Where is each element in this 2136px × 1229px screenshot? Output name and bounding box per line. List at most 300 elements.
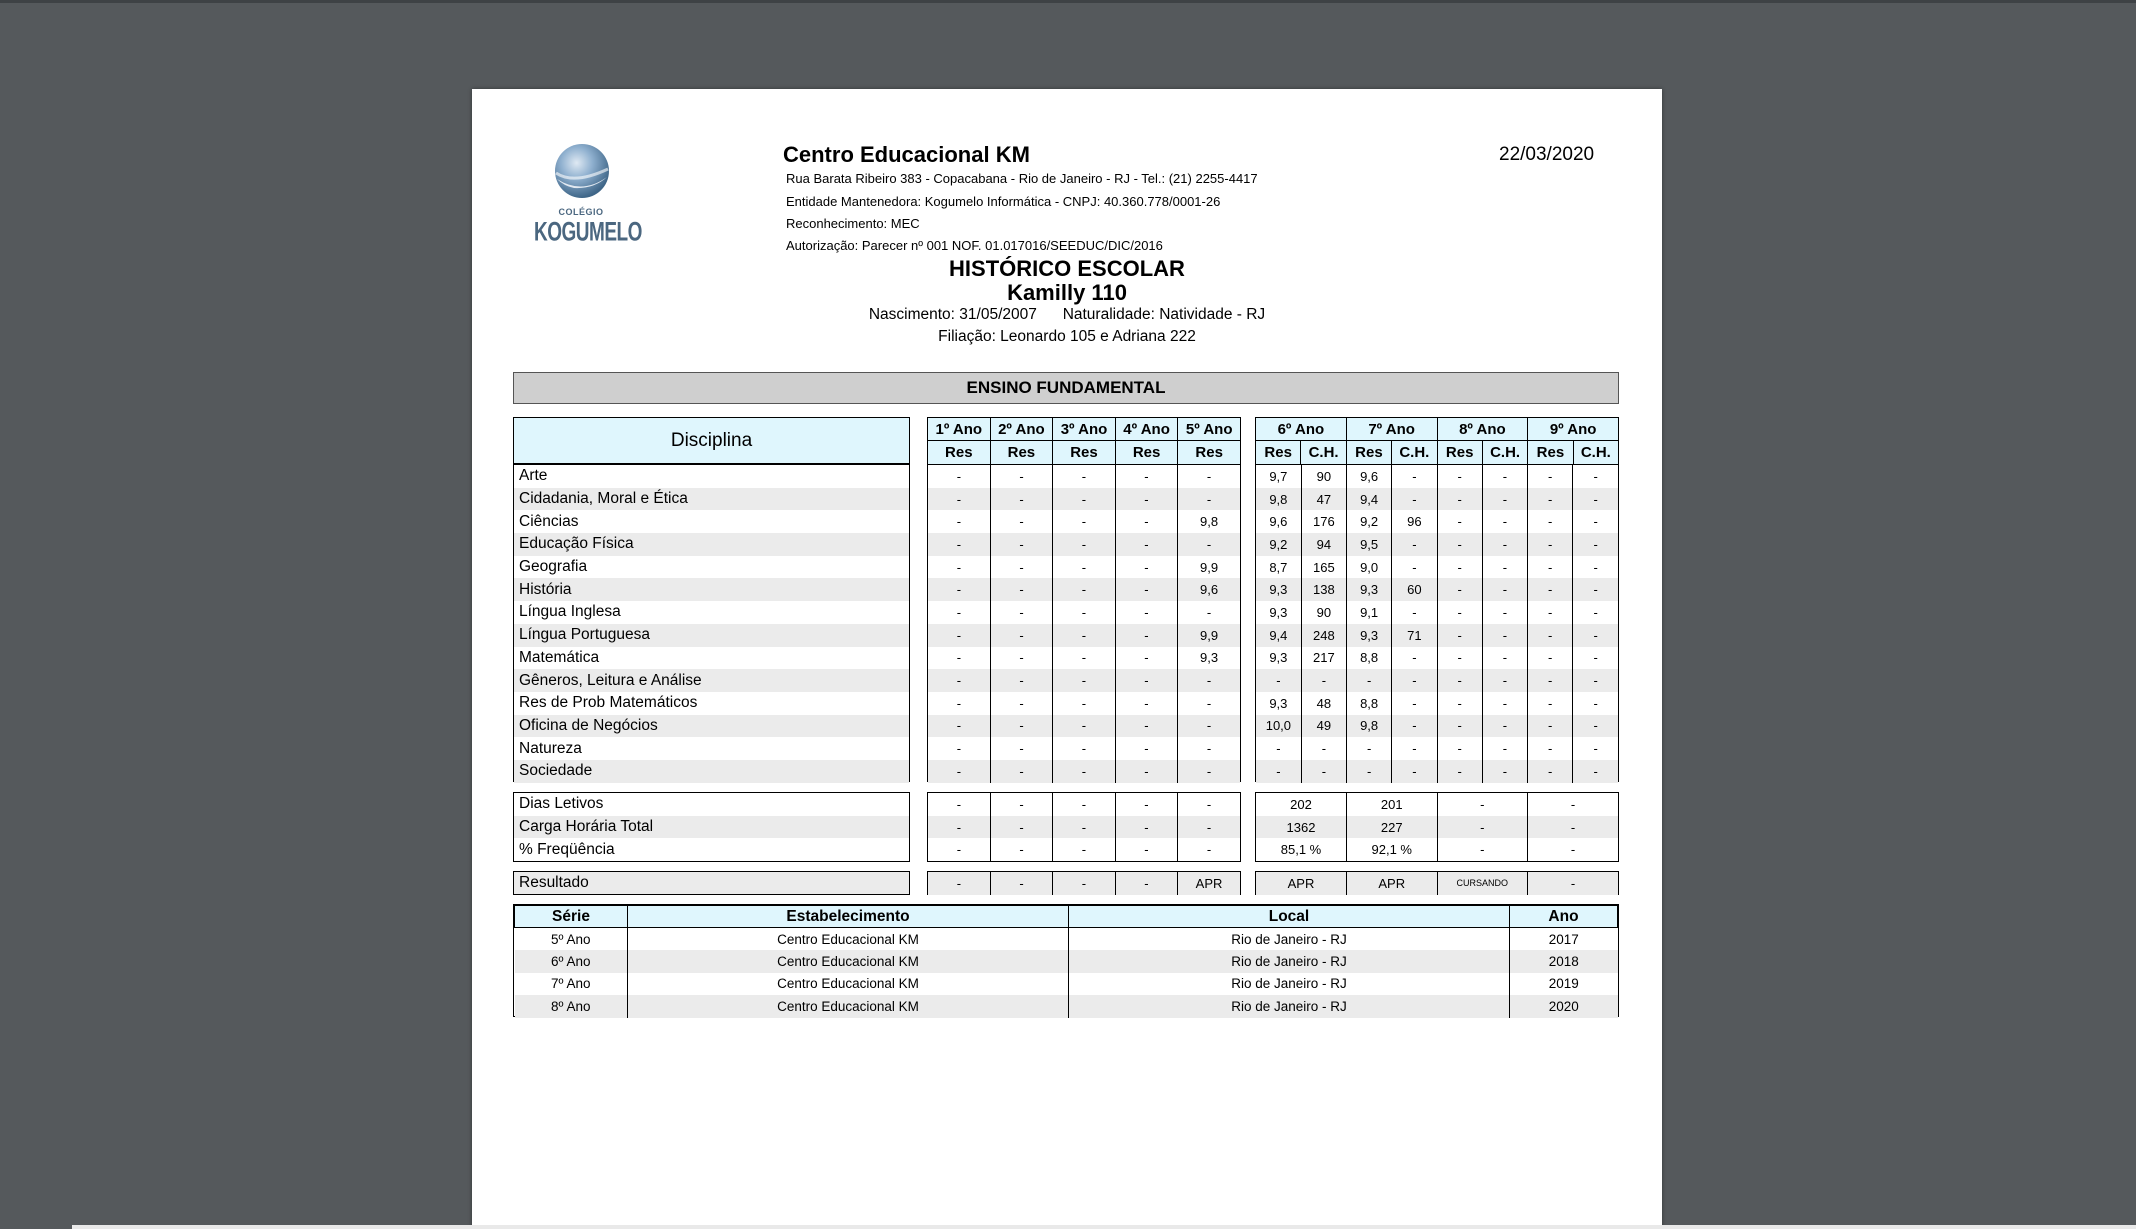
filiation-info: Filiação: Leonardo 105 e Adriana 222 [938, 328, 1196, 345]
hours-cell: - [1301, 760, 1346, 783]
hours-cell: - [1482, 465, 1527, 488]
summary-cell: - [1053, 816, 1115, 839]
years-1-5-header [927, 417, 1241, 465]
document-title: HISTÓRICO ESCOLAR [949, 256, 1185, 281]
hours-cell: - [1301, 669, 1346, 692]
summary-cell: - [1437, 793, 1528, 816]
grade-cell: - [1437, 488, 1482, 511]
grade-cell: - [990, 692, 1052, 715]
subject-name: Geografia [519, 558, 588, 576]
grade-cell: - [990, 647, 1052, 670]
history-cell: 2018 [1510, 950, 1618, 973]
hours-cell: 48 [1301, 692, 1346, 715]
summary-row-6-9 [1256, 816, 1618, 839]
grade-cell: - [990, 624, 1052, 647]
subject-name: Res de Prob Matemáticos [519, 694, 698, 712]
history-header: Série [515, 906, 628, 928]
summary-cell: - [956, 819, 962, 835]
grade-cell: - [990, 510, 1052, 533]
grade-cell: - [1115, 578, 1177, 601]
grade-cell: - [956, 627, 962, 643]
maintaining-entity: Entidade Mantenedora: Kogumelo Informática - CNPJ: 40.360.778/0001-26 [786, 194, 1221, 209]
hours-cell: 90 [1301, 465, 1346, 488]
grade-cell: - [1115, 647, 1177, 670]
school-history-table [514, 905, 1618, 1018]
subject-name: Ciências [519, 512, 579, 530]
subject-name: Sociedade [519, 762, 593, 780]
grade-cell: - [956, 763, 962, 779]
grades-1-5-box [927, 464, 1241, 782]
grade-cell: - [1528, 647, 1573, 670]
grade-cell: - [1178, 737, 1240, 760]
ch-header: C.H. [1392, 441, 1437, 465]
subject-grades-6-9 [1256, 488, 1618, 511]
grade-cell: - [956, 650, 962, 666]
subject-grades-6-9 [1256, 624, 1618, 647]
grade-cell: - [1528, 533, 1573, 556]
grade-cell: - [1115, 760, 1177, 783]
grades-6-9-box [1255, 464, 1619, 782]
grade-cell: 9,3 [1269, 604, 1288, 620]
summary-cell: - [1178, 816, 1240, 839]
summary-row-1-5 [928, 793, 1240, 816]
school-logo [534, 143, 642, 253]
grade-cell: 9,5 [1347, 533, 1392, 556]
hours-cell: 60 [1392, 578, 1437, 601]
hours-cell: - [1482, 488, 1527, 511]
result-cell: APR [1347, 872, 1438, 895]
history-cell: 2017 [1510, 928, 1618, 951]
disciplines-box [513, 464, 910, 782]
hours-cell: - [1482, 647, 1527, 670]
grade-cell: 9,3 [1347, 578, 1392, 601]
hours-cell: 71 [1392, 624, 1437, 647]
hours-cell: 47 [1301, 488, 1346, 511]
summary-row-6-9 [1256, 793, 1618, 816]
grade-cell: - [1437, 647, 1482, 670]
history-row [515, 950, 1618, 973]
hours-cell: - [1573, 556, 1618, 579]
grade-cell: - [1528, 510, 1573, 533]
result-1-5-box [927, 871, 1241, 895]
grade-cell: 9,7 [1269, 468, 1288, 484]
summary-cell: - [1528, 793, 1619, 816]
grade-cell: - [1528, 465, 1573, 488]
grade-cell: - [956, 604, 962, 620]
subject-grades-6-9 [1256, 578, 1618, 601]
year-header-6: 6º Ano [1256, 418, 1347, 441]
hours-cell: - [1482, 669, 1527, 692]
grade-cell: 8,7 [1269, 559, 1288, 575]
grade-cell: - [1178, 692, 1240, 715]
subject-name: Natureza [519, 739, 582, 757]
years-6-9-header [1255, 417, 1619, 465]
grade-cell: - [1115, 556, 1177, 579]
subject-grades-1-5 [928, 533, 1240, 556]
history-cell: 6º Ano [551, 953, 591, 969]
subject-grades-1-5 [928, 647, 1240, 670]
grade-cell: - [1437, 601, 1482, 624]
grade-cell: - [990, 533, 1052, 556]
grade-cell: 9,1 [1347, 601, 1392, 624]
summary-cell: - [1115, 816, 1177, 839]
viewer-bottom-strip [72, 1225, 2136, 1229]
grade-cell: - [1053, 715, 1115, 738]
grade-cell: - [1115, 624, 1177, 647]
grade-cell: 9,6 [1269, 514, 1288, 530]
grade-cell: - [1053, 760, 1115, 783]
subject-name: Cidadania, Moral e Ética [519, 490, 688, 508]
result-label: Resultado [513, 871, 910, 895]
grade-cell: - [1053, 556, 1115, 579]
history-cell: Centro Educacional KM [628, 928, 1069, 951]
subject-row [514, 556, 909, 579]
grade-cell: 10,0 [1265, 718, 1292, 734]
history-header: Local [1069, 906, 1510, 928]
hours-cell: - [1392, 715, 1437, 738]
summary-cell: - [1053, 838, 1115, 861]
grade-cell: - [1178, 488, 1240, 511]
grade-cell: - [990, 465, 1052, 488]
grade-cell: - [1528, 760, 1573, 783]
history-cell: 7º Ano [551, 976, 591, 992]
year-header-2: 2º Ano [990, 418, 1053, 441]
summary-labels-box [513, 792, 910, 862]
subject-grades-6-9 [1256, 715, 1618, 738]
grade-cell: - [990, 760, 1052, 783]
grade-cell: - [1528, 737, 1573, 760]
authorization: Autorização: Parecer nº 001 NOF. 01.017016/SEEDUC/DIC/2016 [786, 238, 1163, 253]
logo-bottom-text: KOGUMELO [534, 218, 642, 248]
grade-cell: - [1276, 741, 1281, 757]
grade-cell: - [1053, 692, 1115, 715]
grade-cell: - [1528, 601, 1573, 624]
subject-grades-6-9 [1256, 737, 1618, 760]
subject-row [514, 669, 909, 692]
grade-cell: - [1437, 760, 1482, 783]
hours-cell: - [1482, 510, 1527, 533]
result-row-6-9 [1256, 872, 1618, 895]
subject-grades-6-9 [1256, 692, 1618, 715]
grade-cell: - [1437, 715, 1482, 738]
hours-cell: - [1392, 669, 1437, 692]
hours-cell: - [1573, 669, 1618, 692]
res-header: Res [1256, 441, 1301, 465]
hours-cell: - [1482, 556, 1527, 579]
hours-cell: - [1392, 647, 1437, 670]
subject-name: Arte [519, 467, 548, 485]
grade-cell: - [956, 514, 962, 530]
summary-cell: - [956, 842, 962, 858]
hours-cell: - [1482, 578, 1527, 601]
grade-cell: - [1437, 692, 1482, 715]
res-header: Res [1115, 441, 1178, 465]
grade-cell: - [1528, 692, 1573, 715]
res-header: Res [1053, 441, 1116, 465]
grade-cell: - [1347, 760, 1392, 783]
hours-cell: 248 [1301, 624, 1346, 647]
history-cell: Centro Educacional KM [628, 950, 1069, 973]
document-date: 22/03/2020 [1499, 144, 1595, 165]
subject-grades-1-5 [928, 556, 1240, 579]
grade-cell: - [1528, 488, 1573, 511]
hours-cell: - [1573, 647, 1618, 670]
grade-cell: 9,4 [1269, 627, 1288, 643]
grade-cell: - [990, 669, 1052, 692]
subject-grades-1-5 [928, 488, 1240, 511]
hours-cell: - [1392, 556, 1437, 579]
summary-cell: 92,1 % [1347, 838, 1438, 861]
subject-grades-6-9 [1256, 669, 1618, 692]
subject-grades-6-9 [1256, 760, 1618, 783]
grade-cell: - [1053, 737, 1115, 760]
subject-row [514, 624, 909, 647]
grade-cell: 9,2 [1347, 510, 1392, 533]
res-header: Res [1178, 441, 1241, 465]
grade-cell: - [1437, 556, 1482, 579]
grade-cell: - [1437, 533, 1482, 556]
grade-cell: - [1115, 510, 1177, 533]
grade-cell: - [1115, 533, 1177, 556]
summary-cell: 202 [1290, 796, 1312, 812]
grade-cell: - [990, 488, 1052, 511]
grade-cell: - [1528, 556, 1573, 579]
grade-cell: - [990, 715, 1052, 738]
subject-row [514, 533, 909, 556]
subject-grades-1-5 [928, 601, 1240, 624]
summary-cell: - [1115, 793, 1177, 816]
history-row [515, 973, 1618, 996]
subject-row [514, 510, 909, 533]
grade-cell: - [1053, 465, 1115, 488]
history-cell: 8º Ano [551, 998, 591, 1014]
history-row [515, 995, 1618, 1018]
year-header-8: 8º Ano [1437, 418, 1528, 441]
summary-row-6-9 [1256, 838, 1618, 861]
grade-cell: 8,8 [1347, 647, 1392, 670]
grade-cell: - [1178, 533, 1240, 556]
grade-cell: - [1115, 601, 1177, 624]
result-cell: - [1115, 872, 1177, 895]
res-header: Res [990, 441, 1053, 465]
grade-cell: - [1053, 578, 1115, 601]
grade-cell: - [956, 582, 962, 598]
res-header: Res [928, 441, 991, 465]
history-cell: Rio de Janeiro - RJ [1069, 995, 1510, 1018]
grade-cell: - [1115, 715, 1177, 738]
grade-cell: 9,3 [1269, 582, 1288, 598]
discipline-header: Disciplina [513, 417, 910, 464]
subject-name: Educação Física [519, 535, 634, 553]
grade-cell: - [1053, 647, 1115, 670]
birth-info: Nascimento: 31/05/2007 Naturalidade: Natividade - RJ [868, 306, 1266, 323]
ch-header: C.H. [1301, 441, 1346, 465]
grade-cell: 9,6 [1178, 578, 1240, 601]
grade-cell: - [990, 578, 1052, 601]
subject-row [514, 760, 909, 783]
res-header: Res [1346, 441, 1391, 465]
ch-header: C.H. [1573, 441, 1618, 465]
subject-name: História [519, 580, 572, 598]
grade-cell: - [1053, 510, 1115, 533]
hours-cell: - [1573, 624, 1618, 647]
hours-cell: 217 [1301, 647, 1346, 670]
grade-cell: - [956, 673, 962, 689]
logo-top-text: COLÉGIO [558, 207, 604, 217]
hours-cell: - [1392, 692, 1437, 715]
subject-grades-1-5 [928, 624, 1240, 647]
grade-cell: 9,8 [1347, 715, 1392, 738]
grade-cell: - [1276, 763, 1281, 779]
grade-cell: - [956, 536, 962, 552]
subject-name: Gêneros, Leitura e Análise [519, 671, 702, 689]
grade-cell: - [1178, 715, 1240, 738]
grade-cell: - [990, 737, 1052, 760]
grade-cell: - [990, 601, 1052, 624]
summary-cell: - [1528, 838, 1619, 861]
history-cell: Centro Educacional KM [628, 995, 1069, 1018]
subject-row [514, 692, 909, 715]
hours-cell: - [1573, 715, 1618, 738]
hours-cell: - [1392, 488, 1437, 511]
grade-cell: - [1178, 760, 1240, 783]
grade-cell: - [1053, 533, 1115, 556]
school-history-box [513, 904, 1619, 1017]
hours-cell: 165 [1301, 556, 1346, 579]
subject-grades-1-5 [928, 737, 1240, 760]
result-cell: - [956, 875, 962, 891]
summary-cell: - [1115, 838, 1177, 861]
hours-cell: 94 [1301, 533, 1346, 556]
result-cell: - [990, 872, 1052, 895]
summary-label: % Freqüência [519, 840, 615, 858]
grade-cell: 9,8 [1178, 510, 1240, 533]
summary-cell: - [1178, 838, 1240, 861]
history-cell: 5º Ano [551, 931, 591, 947]
subject-grades-6-9 [1256, 601, 1618, 624]
hours-cell: - [1573, 578, 1618, 601]
history-cell: Rio de Janeiro - RJ [1069, 928, 1510, 951]
result-6-9-box [1255, 871, 1619, 895]
hours-cell: - [1573, 692, 1618, 715]
hours-cell: - [1573, 737, 1618, 760]
result-row-1-5 [928, 872, 1240, 895]
result-cell: CURSANDO [1437, 872, 1528, 895]
subject-row [514, 647, 909, 670]
hours-cell: 49 [1301, 715, 1346, 738]
history-cell: Rio de Janeiro - RJ [1069, 950, 1510, 973]
grade-cell: - [1178, 669, 1240, 692]
grade-cell: - [1053, 601, 1115, 624]
subject-name: Língua Portuguesa [519, 626, 650, 644]
hours-cell: - [1392, 737, 1437, 760]
grade-cell: - [1178, 601, 1240, 624]
hours-cell: 96 [1392, 510, 1437, 533]
history-cell: 2020 [1510, 995, 1618, 1018]
history-header: Estabelecimento [628, 906, 1069, 928]
summary-cell: - [956, 796, 962, 812]
summary-cell: - [990, 838, 1052, 861]
grade-cell: - [1053, 624, 1115, 647]
grade-cell: 9,9 [1178, 556, 1240, 579]
subject-grades-1-5 [928, 760, 1240, 783]
subject-grades-6-9 [1256, 465, 1618, 488]
hours-cell: - [1482, 601, 1527, 624]
subject-grades-6-9 [1256, 647, 1618, 670]
result-cell: - [1053, 872, 1115, 895]
grade-cell: - [1115, 488, 1177, 511]
subject-grades-6-9 [1256, 533, 1618, 556]
grade-cell: - [1437, 624, 1482, 647]
grade-cell: - [1528, 715, 1573, 738]
grade-cell: - [1437, 510, 1482, 533]
grade-cell: - [1115, 465, 1177, 488]
result-cell: APR [1287, 875, 1315, 891]
history-header: Ano [1510, 906, 1618, 928]
hours-cell: - [1392, 465, 1437, 488]
summary-label: Dias Letivos [519, 795, 604, 813]
year-header-3: 3º Ano [1053, 418, 1116, 441]
subject-grades-1-5 [928, 578, 1240, 601]
summary-row-1-5 [928, 816, 1240, 839]
subject-grades-1-5 [928, 692, 1240, 715]
hours-cell: - [1392, 601, 1437, 624]
hours-cell: - [1573, 601, 1618, 624]
hours-cell: - [1573, 465, 1618, 488]
res-header: Res [1437, 441, 1482, 465]
hours-cell: - [1301, 737, 1346, 760]
summary-cell: 1362 [1286, 819, 1316, 835]
summary-cell: - [1528, 816, 1619, 839]
summary-cell: - [1437, 838, 1528, 861]
section-title: ENSINO FUNDAMENTAL [513, 372, 1619, 404]
grade-cell: 9,3 [1269, 695, 1288, 711]
document-page [472, 89, 1662, 1229]
grade-cell: 9,3 [1178, 647, 1240, 670]
subject-name: Oficina de Negócios [519, 716, 658, 734]
history-cell: 2019 [1510, 973, 1618, 996]
grade-cell: - [1437, 465, 1482, 488]
hours-cell: - [1482, 715, 1527, 738]
grade-cell: - [1528, 578, 1573, 601]
hours-cell: - [1482, 760, 1527, 783]
summary-cell: 201 [1347, 793, 1438, 816]
year-header-1: 1º Ano [928, 418, 991, 441]
hours-cell: 138 [1301, 578, 1346, 601]
grade-cell: - [1115, 669, 1177, 692]
subject-grades-1-5 [928, 669, 1240, 692]
subject-row [514, 737, 909, 760]
hours-cell: - [1573, 760, 1618, 783]
grade-cell: 9,3 [1347, 624, 1392, 647]
subject-name: Língua Inglesa [519, 603, 621, 621]
subject-row [514, 488, 909, 511]
result-cell: - [1528, 872, 1619, 895]
grade-cell: - [956, 559, 962, 575]
summary-cell: - [1437, 816, 1528, 839]
ch-header: C.H. [1482, 441, 1527, 465]
student-name: Kamilly 110 [1007, 280, 1127, 305]
grade-cell: - [1528, 669, 1573, 692]
grade-cell: - [1437, 669, 1482, 692]
grade-cell: - [1347, 669, 1392, 692]
result-cell: APR [1178, 872, 1240, 895]
grade-cell: - [956, 695, 962, 711]
summary-cell: 227 [1347, 816, 1438, 839]
subject-row [514, 465, 909, 488]
subject-row [514, 715, 909, 738]
grade-cell: - [1347, 737, 1392, 760]
